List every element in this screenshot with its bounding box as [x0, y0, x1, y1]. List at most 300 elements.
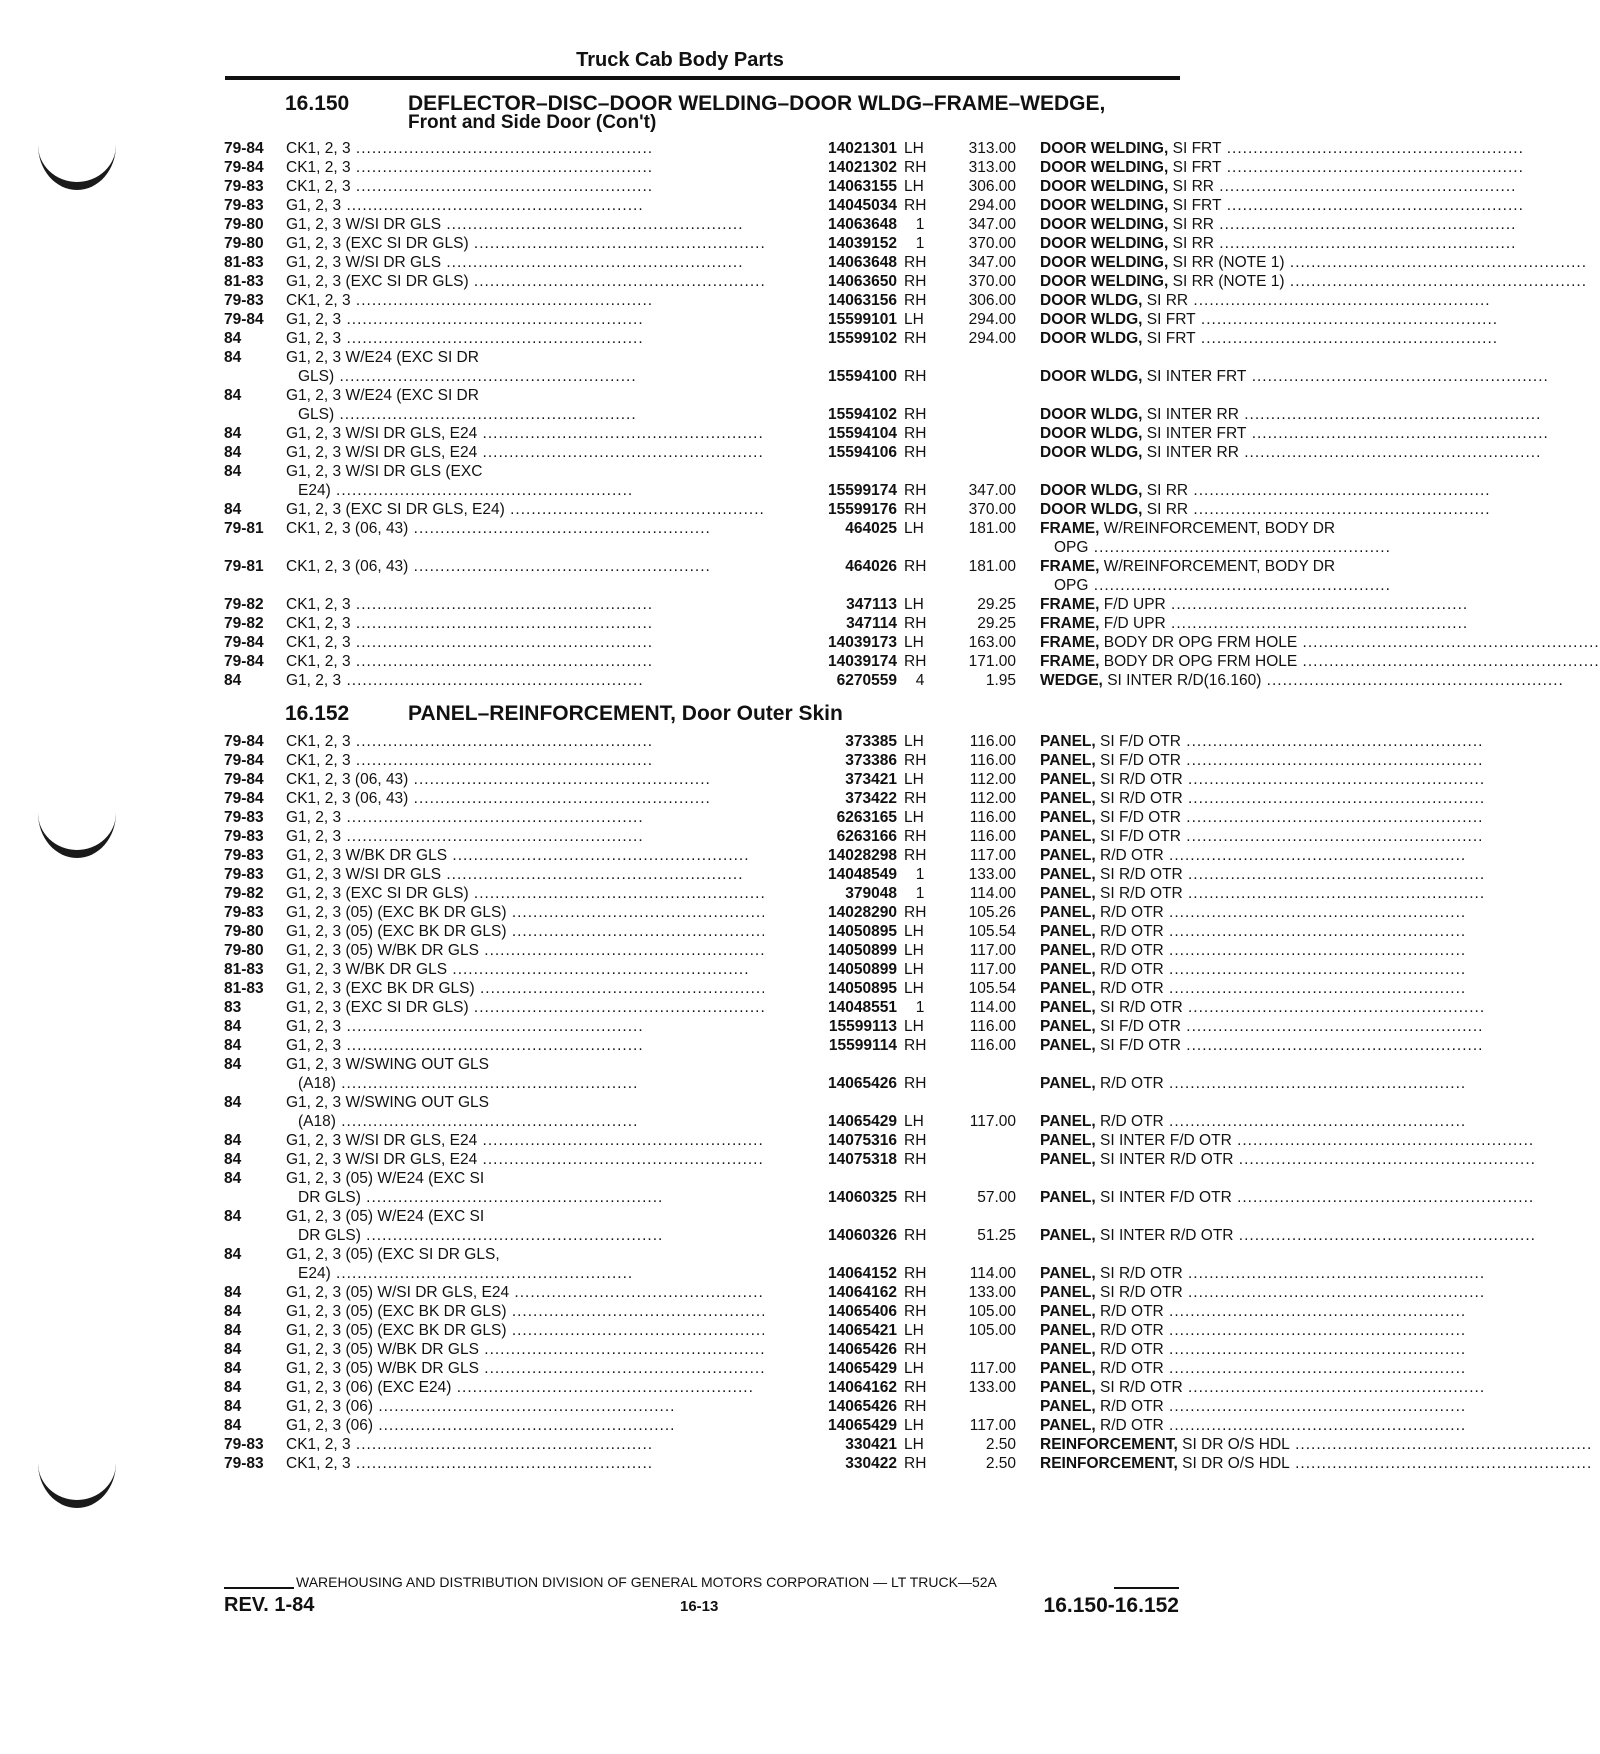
description-noun: FRAME,: [1040, 596, 1100, 613]
description-text: SI INTER RR: [1146, 444, 1239, 461]
description: [1040, 1074, 1402, 1093]
quantity: LH: [904, 1360, 924, 1377]
price: 347.00: [968, 482, 1016, 499]
description-noun: REINFORCEMENT,: [1040, 1436, 1178, 1453]
table-row: [224, 215, 1214, 234]
application: CK1, 2, 3 .....: [286, 732, 781, 751]
model-years: 84: [224, 1151, 242, 1168]
model-years: 79-82: [224, 885, 264, 902]
model-years: 79-80: [224, 942, 264, 959]
application: G1, 2, 3 .....: [286, 196, 781, 215]
page-title: Truck Cab Body Parts: [576, 49, 784, 71]
quantity: RH: [904, 653, 927, 670]
description-text: SI R/D OTR: [1100, 1284, 1183, 1301]
description: [1040, 424, 1402, 443]
description: [1040, 614, 1402, 633]
description: [1040, 234, 1402, 253]
table-row: [224, 1017, 1184, 1036]
description-text: W/REINFORCEMENT, BODY DR: [1103, 558, 1336, 575]
model-years: 84: [224, 463, 242, 480]
part-number: 14065406: [764, 1302, 897, 1321]
description: [1040, 979, 1402, 998]
quantity: 1: [915, 235, 925, 252]
model-years: 84: [224, 501, 242, 518]
price: 105.00: [968, 1303, 1016, 1320]
model-years: 84: [224, 387, 242, 404]
description-text: SI INTER R/D(16.160): [1107, 672, 1262, 689]
description-text: F/D UPR: [1103, 596, 1166, 613]
description-noun: DOOR WLDG,: [1040, 406, 1143, 423]
model-years: 79-81: [224, 558, 264, 575]
quantity: RH: [904, 501, 927, 518]
part-number: 15594100: [764, 367, 897, 386]
description-noun: PANEL,: [1040, 1132, 1096, 1149]
table-row: [224, 1340, 1184, 1359]
description-text: SI R/D OTR: [1100, 771, 1183, 788]
model-years: 79-82: [224, 615, 264, 632]
description: [1040, 827, 1402, 846]
model-years: 84: [224, 1132, 242, 1149]
part-number: 14048551: [764, 998, 897, 1017]
model-years: 84: [224, 1360, 242, 1377]
description: [1040, 310, 1402, 329]
quantity: LH: [904, 140, 924, 157]
application: CK1, 2, 3 .....: [286, 633, 781, 652]
application: CK1, 2, 3 (06, 43) .....: [286, 770, 781, 789]
quantity: RH: [904, 828, 927, 845]
table-row: [224, 1416, 1184, 1435]
price: 114.00: [969, 885, 1016, 902]
table-row: [224, 770, 1184, 789]
parts-table-2: [224, 732, 1290, 1473]
application: E24) .....: [298, 1264, 793, 1283]
description-text: R/D OTR: [1100, 980, 1164, 997]
price: 133.00: [968, 1284, 1016, 1301]
model-years: 79-84: [224, 733, 264, 750]
application: CK1, 2, 3 .....: [286, 614, 781, 633]
table-row: [224, 139, 1222, 158]
model-years: 84: [224, 425, 242, 442]
table-row: [224, 538, 1184, 557]
application: G1, 2, 3 .....: [286, 1036, 781, 1055]
quantity: RH: [904, 1151, 927, 1168]
description: [1040, 557, 1402, 576]
model-years: 79-83: [224, 847, 264, 864]
application: G1, 2, 3 W/SI DR GLS (EXC: [286, 463, 483, 480]
price: 294.00: [968, 311, 1016, 328]
model-years: 79-81: [224, 520, 264, 537]
quantity: LH: [904, 1436, 924, 1453]
table-row: [224, 253, 1285, 272]
model-years: 79-84: [224, 771, 264, 788]
section-number: 16.152: [285, 702, 350, 725]
price: 29.25: [977, 615, 1016, 632]
quantity: RH: [904, 1075, 927, 1092]
application: G1, 2, 3 (05) W/E24 (EXC SI: [286, 1170, 485, 1187]
description: [1040, 1283, 1402, 1302]
description-noun: PANEL,: [1040, 1151, 1096, 1168]
table-row: [224, 291, 1189, 310]
table-row: [224, 367, 1247, 386]
table-row: [224, 1321, 1184, 1340]
part-number: 14028298: [764, 846, 897, 865]
price: 117.00: [969, 1360, 1016, 1377]
description-text: SI RR (NOTE 1): [1172, 273, 1285, 290]
price: 51.25: [977, 1227, 1016, 1244]
binder-hole-mark: [38, 160, 88, 190]
description: [1040, 671, 1402, 690]
description-text: SI DR O/S HDL: [1182, 1436, 1290, 1453]
description: [1040, 329, 1402, 348]
price: 347.00: [968, 254, 1016, 271]
description-noun: DOOR WELDING,: [1040, 178, 1169, 195]
description: [1040, 1112, 1402, 1131]
description: [1040, 291, 1402, 310]
part-number: 373386: [764, 751, 897, 770]
description: [1040, 177, 1402, 196]
description: [1040, 865, 1402, 884]
table-row: [224, 1131, 1232, 1150]
part-number: 330422: [764, 1454, 897, 1473]
quantity: RH: [904, 292, 927, 309]
table-row: [224, 865, 1184, 884]
price: 105.54: [968, 923, 1016, 940]
quantity: LH: [904, 980, 924, 997]
description: [1040, 595, 1402, 614]
application: G1, 2, 3 W/E24 (EXC SI DR: [286, 387, 479, 404]
description-noun: PANEL,: [1040, 923, 1096, 940]
table-row: [224, 1150, 1234, 1169]
binder-hole-mark: [38, 828, 88, 858]
part-number: 347114: [764, 614, 897, 633]
application: G1, 2, 3 W/SI DR GLS, E24 .....: [286, 443, 781, 462]
model-years: 79-84: [224, 140, 264, 157]
application: CK1, 2, 3 (06, 43) .....: [286, 519, 781, 538]
application: G1, 2, 3 (05) (EXC BK DR GLS) .....: [286, 1302, 781, 1321]
price: 114.00: [969, 1265, 1016, 1282]
table-row: [224, 234, 1214, 253]
table-row: [224, 903, 1184, 922]
description: [1040, 1435, 1402, 1454]
header-rule: [225, 76, 1180, 80]
application: G1, 2, 3 (05) W/BK DR GLS .....: [286, 1340, 781, 1359]
table-row: [224, 671, 1262, 690]
description-text: R/D OTR: [1100, 1075, 1164, 1092]
part-number: 15599101: [764, 310, 897, 329]
application: CK1, 2, 3 .....: [286, 177, 781, 196]
description-noun: PANEL,: [1040, 1379, 1096, 1396]
quantity: RH: [904, 1132, 927, 1149]
application: DR GLS) .....: [298, 1188, 793, 1207]
application: G1, 2, 3 (06) .....: [286, 1416, 781, 1435]
application: G1, 2, 3 W/SI DR GLS .....: [286, 865, 781, 884]
model-years: 84: [224, 349, 242, 366]
quantity: 1: [915, 885, 925, 902]
table-row: [224, 960, 1184, 979]
quantity: RH: [904, 1189, 927, 1206]
model-years: 84: [224, 1094, 242, 1111]
part-number: 464025: [764, 519, 897, 538]
table-row: [224, 595, 1184, 614]
description-noun: DOOR WLDG,: [1040, 330, 1143, 347]
description-text: SI RR: [1146, 292, 1189, 309]
description: [1040, 732, 1402, 751]
price: 370.00: [968, 273, 1016, 290]
quantity: RH: [904, 425, 927, 442]
application: CK1, 2, 3 .....: [286, 158, 781, 177]
part-number: 6263166: [764, 827, 897, 846]
model-years: 79-80: [224, 235, 264, 252]
table-row: [224, 1435, 1290, 1454]
application: CK1, 2, 3 (06, 43) .....: [286, 789, 781, 808]
price: 181.00: [968, 520, 1016, 537]
application: G1, 2, 3 .....: [286, 310, 781, 329]
description-text: R/D OTR: [1100, 1398, 1164, 1415]
description: [1040, 922, 1402, 941]
description-text: R/D OTR: [1100, 1113, 1164, 1130]
application: G1, 2, 3 .....: [286, 671, 781, 690]
part-number: 14028290: [764, 903, 897, 922]
description: [1040, 215, 1402, 234]
table-row: [224, 500, 1189, 519]
price: 116.00: [969, 733, 1016, 750]
description-noun: DOOR WLDG,: [1040, 292, 1143, 309]
model-years: 79-84: [224, 752, 264, 769]
model-years: 79-84: [224, 790, 264, 807]
part-number: 14064162: [764, 1378, 897, 1397]
model-years: 84: [224, 1246, 242, 1263]
price: 163.00: [968, 634, 1016, 651]
table-row: [224, 884, 1184, 903]
description-noun: DOOR WLDG,: [1040, 425, 1143, 442]
model-years: 79-83: [224, 1436, 264, 1453]
model-years: 84: [224, 1322, 242, 1339]
quantity: RH: [904, 1398, 927, 1415]
table-row: [224, 827, 1184, 846]
description-noun: PANEL,: [1040, 1227, 1096, 1244]
price: 294.00: [968, 330, 1016, 347]
description: [1040, 1359, 1402, 1378]
description-noun: DOOR WLDG,: [1040, 311, 1143, 328]
description-noun: PANEL,: [1040, 752, 1096, 769]
model-years: 79-83: [224, 1455, 264, 1472]
price: 116.00: [969, 828, 1016, 845]
model-years: 84: [224, 1341, 242, 1358]
description-noun: DOOR WLDG,: [1040, 501, 1143, 518]
application: G1, 2, 3 (05) W/E24 (EXC SI: [286, 1208, 485, 1225]
description-noun: DOOR WELDING,: [1040, 254, 1169, 271]
application: G1, 2, 3 (EXC SI DR GLS) .....: [286, 272, 781, 291]
price: 112.00: [969, 771, 1016, 788]
table-row: [224, 1036, 1184, 1055]
application: G1, 2, 3 (05) W/BK DR GLS .....: [286, 941, 781, 960]
application: G1, 2, 3 (EXC BK DR GLS) .....: [286, 979, 781, 998]
price: 133.00: [968, 866, 1016, 883]
part-number: 379048: [764, 884, 897, 903]
description-noun: PANEL,: [1040, 961, 1096, 978]
price: 116.00: [969, 1037, 1016, 1054]
quantity: LH: [904, 1417, 924, 1434]
description: [1040, 481, 1402, 500]
description: [1040, 1378, 1402, 1397]
description: [1054, 538, 1416, 557]
part-number: 14063155: [764, 177, 897, 196]
quantity: RH: [904, 1265, 927, 1282]
table-row: [224, 177, 1214, 196]
description-text: R/D OTR: [1100, 1303, 1164, 1320]
description-text: SI RR (NOTE 1): [1172, 254, 1285, 271]
description-noun: DOOR WELDING,: [1040, 197, 1169, 214]
description-text: SI RR: [1146, 482, 1189, 499]
price: 181.00: [968, 558, 1016, 575]
model-years: 79-83: [224, 197, 264, 214]
section-title: DEFLECTOR–DISC–DOOR WELDING–DOOR WLDG–FRAME–WEDGE,: [408, 92, 1106, 115]
part-number: 14045034: [764, 196, 897, 215]
table-row: [224, 614, 1184, 633]
table-row: [224, 310, 1196, 329]
price: 294.00: [968, 197, 1016, 214]
application: CK1, 2, 3 .....: [286, 139, 781, 158]
quantity: RH: [904, 1379, 927, 1396]
description: [1040, 1017, 1402, 1036]
description-noun: PANEL,: [1040, 733, 1096, 750]
quantity: LH: [904, 1322, 924, 1339]
description-text: BODY DR OPG FRM HOLE: [1103, 634, 1298, 651]
part-number: 14050895: [764, 922, 897, 941]
description-text: R/D OTR: [1100, 942, 1164, 959]
part-number: 14050899: [764, 941, 897, 960]
price: 370.00: [968, 235, 1016, 252]
quantity: LH: [904, 923, 924, 940]
description-text: SI F/D OTR: [1100, 809, 1181, 826]
application: (A18) .....: [298, 1074, 793, 1093]
application: G1, 2, 3 W/SI DR GLS .....: [286, 253, 781, 272]
table-row: [224, 1378, 1184, 1397]
model-years: 84: [224, 444, 242, 461]
part-number: 15594106: [764, 443, 897, 462]
price: 313.00: [968, 159, 1016, 176]
application: CK1, 2, 3 .....: [286, 1454, 781, 1473]
model-years: 79-84: [224, 159, 264, 176]
table-row: [224, 979, 1184, 998]
description-text: SI R/D OTR: [1100, 885, 1183, 902]
model-years: 84: [224, 1018, 242, 1035]
application: G1, 2, 3 W/SWING OUT GLS: [286, 1056, 489, 1073]
model-years: 84: [224, 1056, 242, 1073]
model-years: 79-83: [224, 809, 264, 826]
description: [1040, 884, 1402, 903]
quantity: LH: [904, 311, 924, 328]
description-text: R/D OTR: [1100, 923, 1164, 940]
application: G1, 2, 3 (EXC SI DR GLS, E24) .....: [286, 500, 781, 519]
description-text: SI R/D OTR: [1100, 790, 1183, 807]
description-text: SI F/D OTR: [1100, 733, 1181, 750]
price: 117.00: [969, 1113, 1016, 1130]
description-text: SI INTER R/D OTR: [1100, 1151, 1234, 1168]
application: G1, 2, 3 (05) (EXC BK DR GLS) .....: [286, 903, 781, 922]
part-number: 6263165: [764, 808, 897, 827]
application: G1, 2, 3 (05) (EXC BK DR GLS) .....: [286, 1321, 781, 1340]
part-number: 14039152: [764, 234, 897, 253]
part-number: 14060326: [764, 1226, 897, 1245]
model-years: 81-83: [224, 961, 264, 978]
description-text: SI DR O/S HDL: [1182, 1455, 1290, 1472]
table-row: [224, 922, 1184, 941]
table-row: [224, 576, 1184, 595]
model-years: 84: [224, 1303, 242, 1320]
model-years: 84: [224, 1037, 242, 1054]
quantity: RH: [904, 197, 927, 214]
price: 117.00: [969, 847, 1016, 864]
description-text: SI F/D OTR: [1100, 1037, 1181, 1054]
description-noun: FRAME,: [1040, 653, 1100, 670]
quantity: LH: [904, 733, 924, 750]
description: [1040, 1340, 1402, 1359]
quantity: RH: [904, 273, 927, 290]
description-text: SI INTER R/D OTR: [1100, 1227, 1234, 1244]
description-noun: DOOR WLDG,: [1040, 444, 1143, 461]
description: [1040, 846, 1402, 865]
description-noun: PANEL,: [1040, 980, 1096, 997]
quantity: RH: [904, 1037, 927, 1054]
description-text: SI INTER RR: [1146, 406, 1239, 423]
application: G1, 2, 3 W/SI DR GLS, E24 .....: [286, 1150, 781, 1169]
description: [1040, 770, 1402, 789]
description-noun: DOOR WLDG,: [1040, 482, 1143, 499]
quantity: 1: [915, 216, 925, 233]
part-number: 15594102: [764, 405, 897, 424]
model-years: 81-83: [224, 273, 264, 290]
model-years: 81-83: [224, 980, 264, 997]
description-noun: PANEL,: [1040, 1303, 1096, 1320]
application: G1, 2, 3 .....: [286, 808, 781, 827]
application: CK1, 2, 3 .....: [286, 1435, 781, 1454]
table-row: [224, 1188, 1232, 1207]
description-noun: FRAME,: [1040, 520, 1100, 537]
description: [1040, 1454, 1402, 1473]
application: G1, 2, 3 (05) W/BK DR GLS .....: [286, 1359, 781, 1378]
application: G1, 2, 3 .....: [286, 1017, 781, 1036]
description: [1040, 998, 1402, 1017]
application: G1, 2, 3 (05) (EXC SI DR GLS,: [286, 1246, 500, 1263]
model-years: 79-82: [224, 596, 264, 613]
part-number: 14065426: [764, 1397, 897, 1416]
quantity: LH: [904, 942, 924, 959]
quantity: RH: [904, 615, 927, 632]
description-noun: PANEL,: [1040, 771, 1096, 788]
application: G1, 2, 3 W/BK DR GLS .....: [286, 960, 781, 979]
description: [1040, 272, 1402, 291]
description-noun: PANEL,: [1040, 1113, 1096, 1130]
model-years: 79-83: [224, 178, 264, 195]
table-row: [224, 941, 1184, 960]
part-number: 6270559: [764, 671, 897, 690]
price: 306.00: [968, 292, 1016, 309]
description-noun: PANEL,: [1040, 1265, 1096, 1282]
description: [1040, 808, 1402, 827]
description-text: SI F/D OTR: [1100, 752, 1181, 769]
quantity: RH: [904, 482, 927, 499]
description: [1040, 1264, 1402, 1283]
price: 133.00: [968, 1379, 1016, 1396]
part-number: 15594104: [764, 424, 897, 443]
description-noun: PANEL,: [1040, 885, 1096, 902]
description-text: SI INTER FRT: [1146, 425, 1247, 442]
table-row: [224, 1207, 1184, 1226]
quantity: LH: [904, 178, 924, 195]
description-noun: FRAME,: [1040, 634, 1100, 651]
description: [1040, 253, 1402, 272]
